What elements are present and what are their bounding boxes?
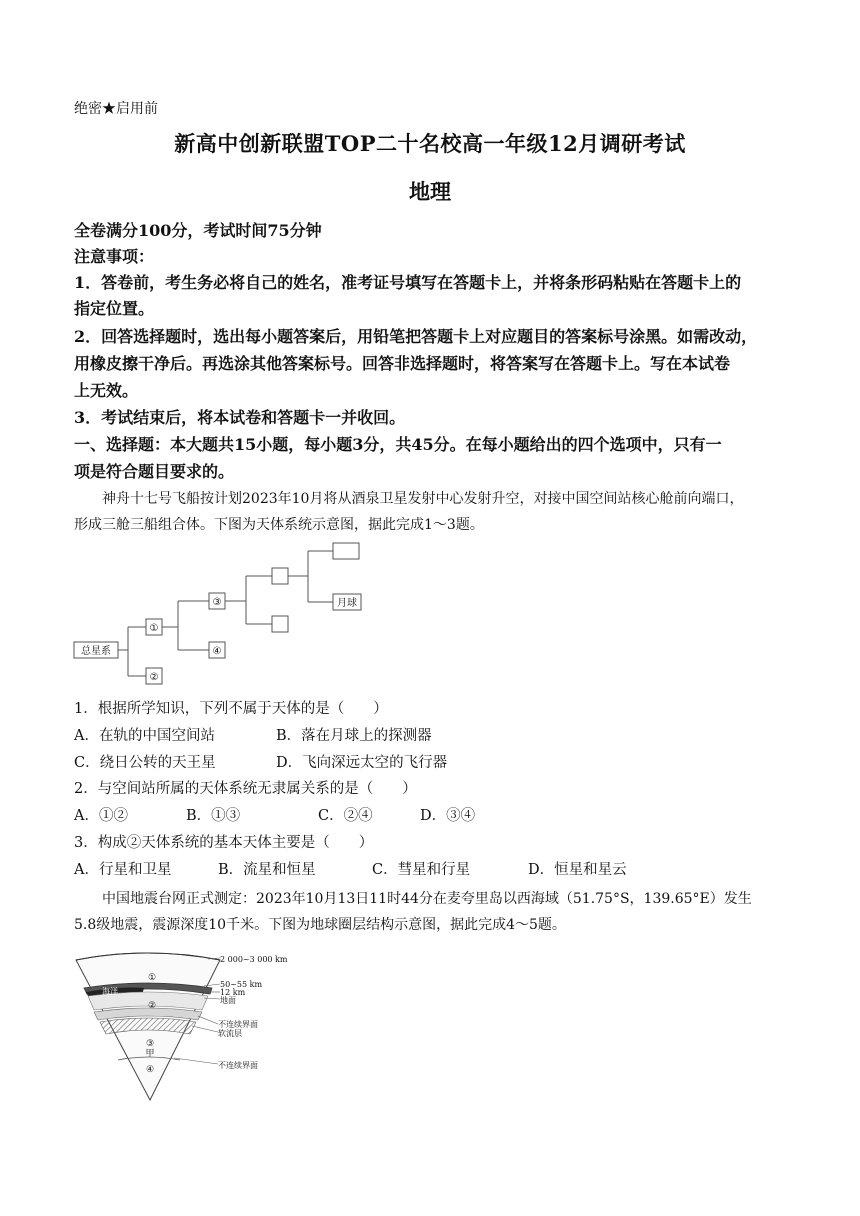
q2-option-c: C．②④ [318,808,373,824]
q1-option-b: B．落在月球上的探测器 [276,728,432,744]
depth-12-label: 12 km [220,988,246,997]
depth-top-label: 2 000~3 000 km [220,955,288,964]
passage-2-line-2: 5.8级地震，震源深度10千米。下图为地球圈层结构示意图，据此完成4～5题。 [74,917,566,933]
jia-label: 甲 [145,1049,155,1059]
asthenosphere-label: 软流层 [218,1029,242,1038]
depth-mid-label: 50~55 km [220,980,263,989]
q2-option-a: A．①② [74,808,128,824]
layer-2-label: ② [147,1001,157,1011]
q1-stem: 1．根据所学知识，下列不属于天体的是（ ） [74,701,388,717]
note-2-line-2: 用橡皮擦干净后。再选涂其他答案标号。回答非选择题时，将答案写在答题卡上。写在本试卷 [74,354,731,373]
layer-4-label: ④ [145,1065,155,1075]
q1-option-a: A．在轨的中国空间站 [74,728,215,744]
note-2-line-3: 上无效。 [74,381,139,400]
confidential-mark: 绝密★启用前 [74,101,158,117]
node-2-label: ② [149,672,159,683]
subject-title: 地理 [409,179,451,204]
moon-label: 月球 [337,598,357,609]
node-4-label: ④ [212,646,222,657]
q3-stem: 3．构成②天体系统的基本天体主要是（ ） [74,835,374,851]
earth-layers-diagram [70,948,340,1108]
note-1-line-1: 1．答卷前，考生务必将自己的姓名，准考证号填写在答题卡上，并将条形码粘贴在答题卡上的 [74,273,742,292]
note-3: 3．考试结束后，将本试卷和答题卡一并收回。 [74,408,406,427]
blank-box-top [333,543,359,559]
passage-2-line-1: 中国地震台网正式测定：2023年10月13日11时44分在麦夸里岛以西海域（51.75°S，139.65°E）发生 [102,891,752,907]
ground-label: 地面 [220,996,236,1005]
note-1-line-2: 指定位置。 [74,299,155,318]
q3-option-b: B．流星和恒星 [218,862,316,878]
ocean-label: 海洋 [102,987,118,996]
q1-option-d: D．飞向深远太空的飞行器 [276,755,448,771]
q2-option-d: D．③④ [420,808,476,824]
passage-1-line-2: 形成三舱三船组合体。下图为天体系统示意图，据此完成1～3题。 [74,517,484,533]
blank-box-low [272,616,288,632]
note-2-line-1: 2．回答选择题时，选出每小题答案后，用铅笔把答题卡上对应题目的答案标号涂黑。如需改动， [74,327,758,346]
q1-option-c: C．绕日公转的天王星 [74,755,216,771]
q2-stem: 2．与空间站所属的天体系统无隶属关系的是（ ） [74,781,417,797]
node-1-label: ① [149,623,159,634]
score-time-info: 全卷满分100分，考试时间75分钟 [74,221,322,240]
q3-option-a: A．行星和卫星 [74,862,172,878]
q3-option-d: D．恒星和星云 [528,862,627,878]
interface-2-label: 不连续界面 [218,1061,258,1070]
interface-1-label: 不连续界面 [218,1020,258,1029]
root-label: 总星系 [81,646,111,657]
section-1-heading-line-2: 项是符合题目要求的。 [74,462,235,481]
exam-title: 新高中创新联盟TOP二十名校高一年级12月调研考试 [174,131,686,156]
blank-box-mid [272,568,288,584]
passage-1-line-1: 神舟十七号飞船按计划2023年10月将从酒泉卫星发射中心发射升空，对接中国空间站核心舱前向端口， [102,491,744,507]
q2-option-b: B．①③ [186,808,241,824]
q3-option-c: C．彗星和行星 [372,862,471,878]
node-3-label: ③ [212,597,222,608]
notes-title: 注意事项： [74,247,155,266]
layer-1-label: ① [147,973,157,983]
celestial-system-diagram [70,538,370,688]
section-1-heading-line-1: 一、选择题：本大题共15小题，每小题3分，共45分。在每小题给出的四个选项中，只有一 [74,435,722,454]
layer-3-label: ③ [145,1039,155,1049]
